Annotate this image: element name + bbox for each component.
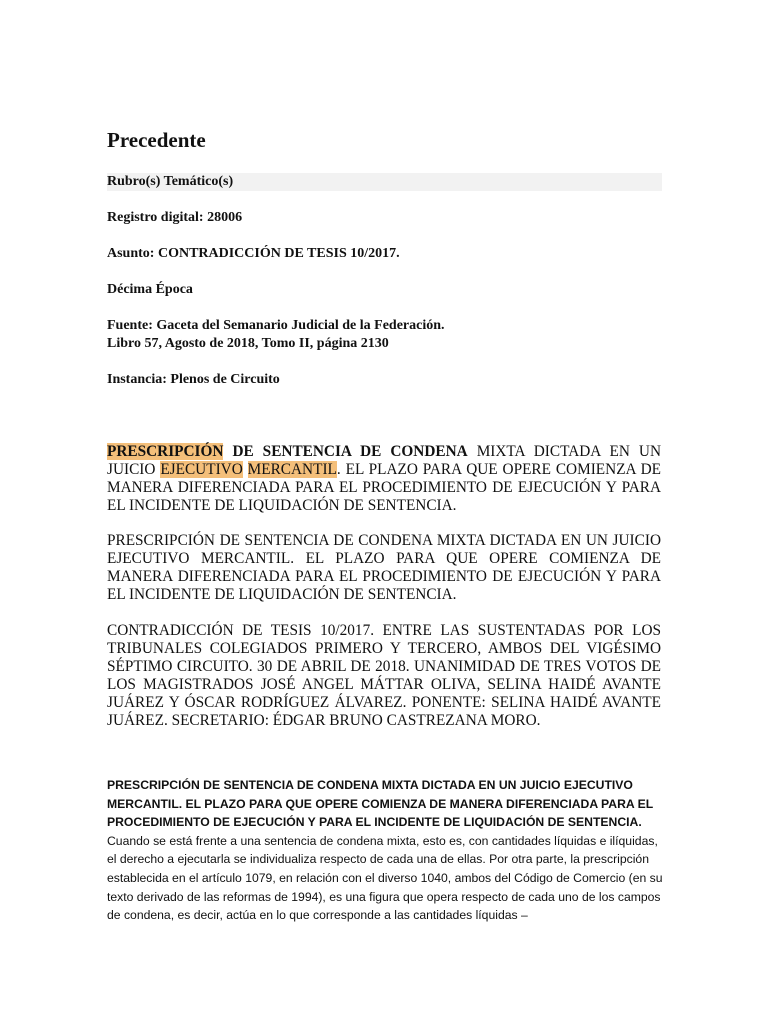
- registro-digital: Registro digital: 28006: [107, 210, 243, 225]
- page-title: Precedente: [107, 128, 206, 152]
- instancia: Instancia: Plenos de Circuito: [107, 372, 280, 387]
- text-segment-1: MIXTA DICTADA EN UN JUICIO: [107, 443, 661, 478]
- fuente-line-1: Fuente: Gaceta del Semanario Judicial de la Federación.: [107, 318, 445, 333]
- tesis-text: Cuando se está frente a una sentencia de condena mixta, esto es, con cantidades líquidas e ilíquidas, el derecho a ejecutarla se individualiza respecto de cada una de ellas. Por otra parte, la prescripción establecida en el artículo 1079, en relación con el diverso 1040, ambos del Código de Comercio (en su texto derivado de las reformas de 1994), es una figura que opera respecto de cada uno de los campos de condena, es decir, actúa en lo que corresponde a las cantidades líquidas –: [107, 833, 663, 923]
- tesis-heading: PRESCRIPCIÓN DE SENTENCIA DE CONDENA MIXTA DICTADA EN UN JUICIO EJECUTIVO MERCANTIL. EL PLAZO PARA QUE OPERE COMIENZA DE MANERA DIFERENCIADA PARA EL PROCEDIMIENTO DE EJECUCIÓN Y PARA EL INCIDENTE DE LIQUIDACIÓN DE SENTENCIA.: [107, 778, 653, 830]
- bold-rest: DE SENTENCIA DE CONDENA: [223, 443, 468, 460]
- text-segment-2: . EL PLAZO PARA QUE OPERE COMIENZA DE MANERA DIFERENCIADA PARA EL PROCEDIMIENTO DE EJECUCIÓN Y PARA EL INCIDENTE DE LIQUIDACIÓN DE SENTENCIA.: [107, 461, 662, 514]
- highlight-mercantil: MERCANTIL: [247, 461, 337, 478]
- space: [243, 461, 248, 478]
- rubro-tematico-label: Rubro(s) Temático(s): [107, 173, 662, 191]
- highlight-prescripcion: PRESCRIPCIÓN: [107, 443, 224, 460]
- tesis-body-paragraph: [107, 776, 663, 925]
- rubro-paragraph-highlighted: [107, 443, 661, 515]
- precedente-paragraph: CONTRADICCIÓN DE TESIS 10/2017. ENTRE LAS SUSTENTADAS POR LOS TRIBUNALES COLEGIADOS PRIMERO Y TERCERO, AMBOS DEL VIGÉSIMO SÉPTIMO CIRCUITO. 30 DE ABRIL DE 2018. UNANIMIDAD DE TRES VOTOS DE LOS MAGISTRADOS JOSÉ ANGEL MÁTTAR OLIVA, SELINA HAIDÉ AVANTE JUÁREZ Y ÓSCAR RODRÍGUEZ ÁLVAREZ. PONENTE: SELINA HAIDÉ AVANTE JUÁREZ. SECRETARIO: ÉDGAR BRUNO CASTREZANA MORO.: [107, 622, 661, 729]
- epoca: Décima Época: [107, 282, 193, 297]
- fuente: [107, 317, 445, 353]
- highlight-ejecutivo: EJECUTIVO: [160, 461, 243, 478]
- rubro-paragraph: PRESCRIPCIÓN DE SENTENCIA DE CONDENA MIXTA DICTADA EN UN JUICIO EJECUTIVO MERCANTIL. EL PLAZO PARA QUE OPERE COMIENZA DE MANERA DIFERENCIADA PARA EL PROCEDIMIENTO DE EJECUCIÓN Y PARA EL INCIDENTE DE LIQUIDACIÓN DE SENTENCIA.: [107, 532, 661, 603]
- asunto: Asunto: CONTRADICCIÓN DE TESIS 10/2017.: [107, 246, 400, 261]
- fuente-line-2: Libro 57, Agosto de 2018, Tomo II, página 2130: [107, 336, 389, 351]
